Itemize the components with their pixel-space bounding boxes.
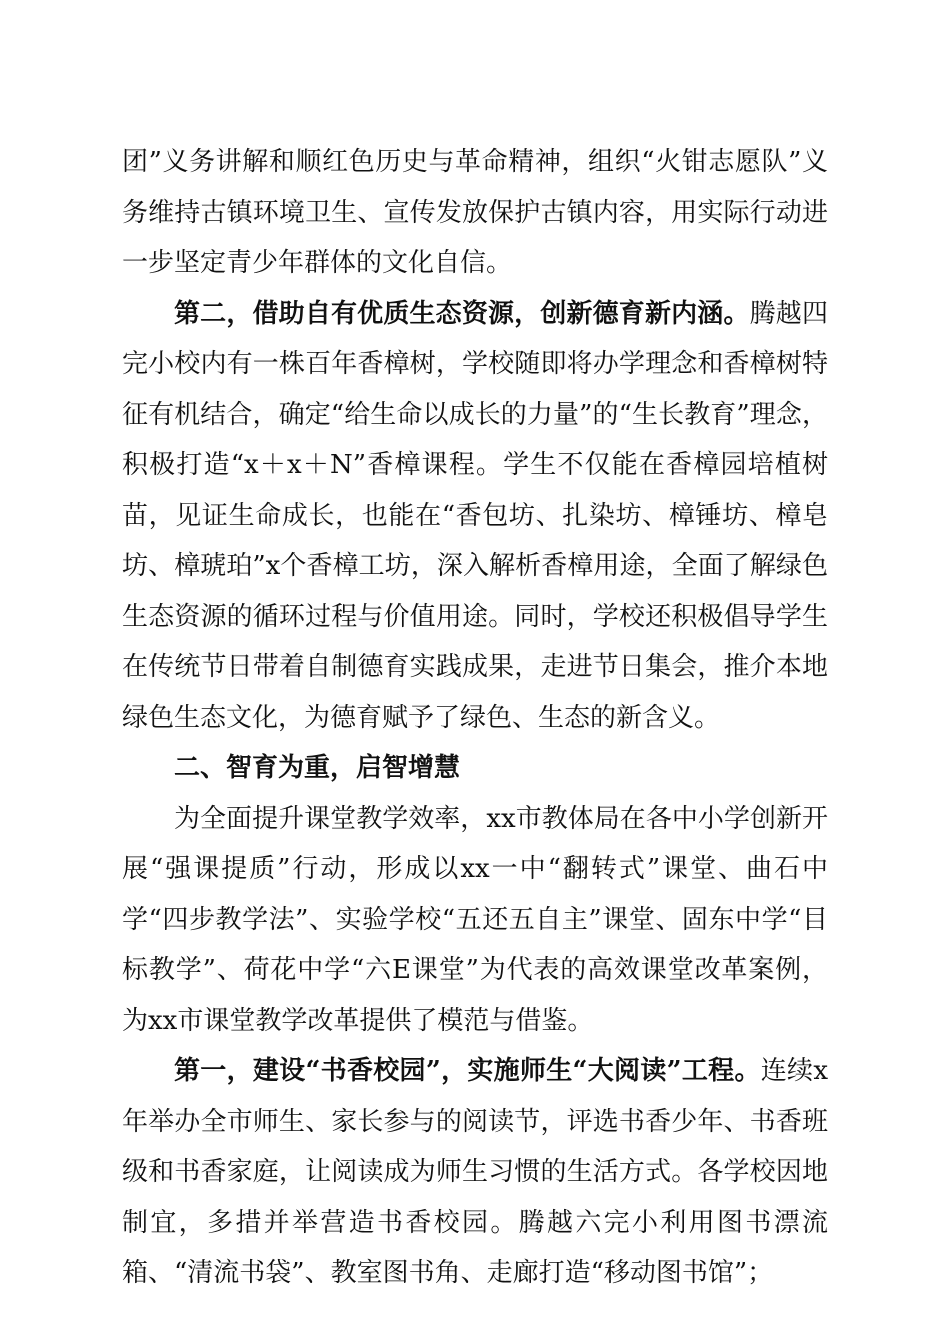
- section-heading: 二、智育为重，启智增慧: [174, 753, 461, 783]
- paragraph-second-ecology: [122, 289, 828, 744]
- paragraph-lead: 第一，建设“书香校园”，实施师生“大阅读”工程。: [174, 1056, 761, 1086]
- paragraph-text: 腾越四完小校内有一株百年香樟树，学校随即将办学理念和香樟树特征有机结合，确定“给生命以成长的力量”的“生长教育”理念，积极打造“x＋x＋N”香樟课程。学生不仅能在香樟园培植树苗，见证生命成长，也能在“香包坊、扎染坊、樟锤坊、樟皂坊、樟琥珀”x个香樟工坊，深入解析香樟用途，全面了解绿色生态资源的循环过程与价值用途。同时，学校还积极倡导学生在传统节日带着自制德育实践成果，走进节日集会，推介本地绿色生态文化，为德育赋予了绿色、生态的新含义。: [122, 298, 828, 733]
- paragraph-continued: 团”义务讲解和顺红色历史与革命精神，组织“火钳志愿队”义务维持古镇环境卫生、宣传发放保护古镇内容，用实际行动进一步坚定青少年群体的文化自信。: [122, 147, 828, 278]
- paragraph-text: 连续x年举办全市师生、家长参与的阅读节，评选书香少年、书香班级和书香家庭，让阅读成为师生习惯的生活方式。各学校因地制宜，多措并举营造书香校园。腾越六完小利用图书漂流箱、“清流书袋”、教室图书角、走廊打造“移动图书馆”；: [122, 1056, 828, 1288]
- document-body: [122, 137, 828, 1299]
- paragraph-first-reading: [122, 1046, 828, 1299]
- paragraph-intro: 为全面提升课堂教学效率，xx市教体局在各中小学创新开展“强课提质”行动，形成以xx一中“翻转式”课堂、曲石中学“四步教学法”、实验学校“五还五自主”课堂、固东中学“目标教学”、荷花中学“六E课堂”为代表的高效课堂改革案例，为xx市课堂教学改革提供了模范与借鉴。: [122, 803, 828, 1036]
- paragraph-lead: 第二，借助自有优质生态资源，创新德育新内涵。: [174, 298, 750, 329]
